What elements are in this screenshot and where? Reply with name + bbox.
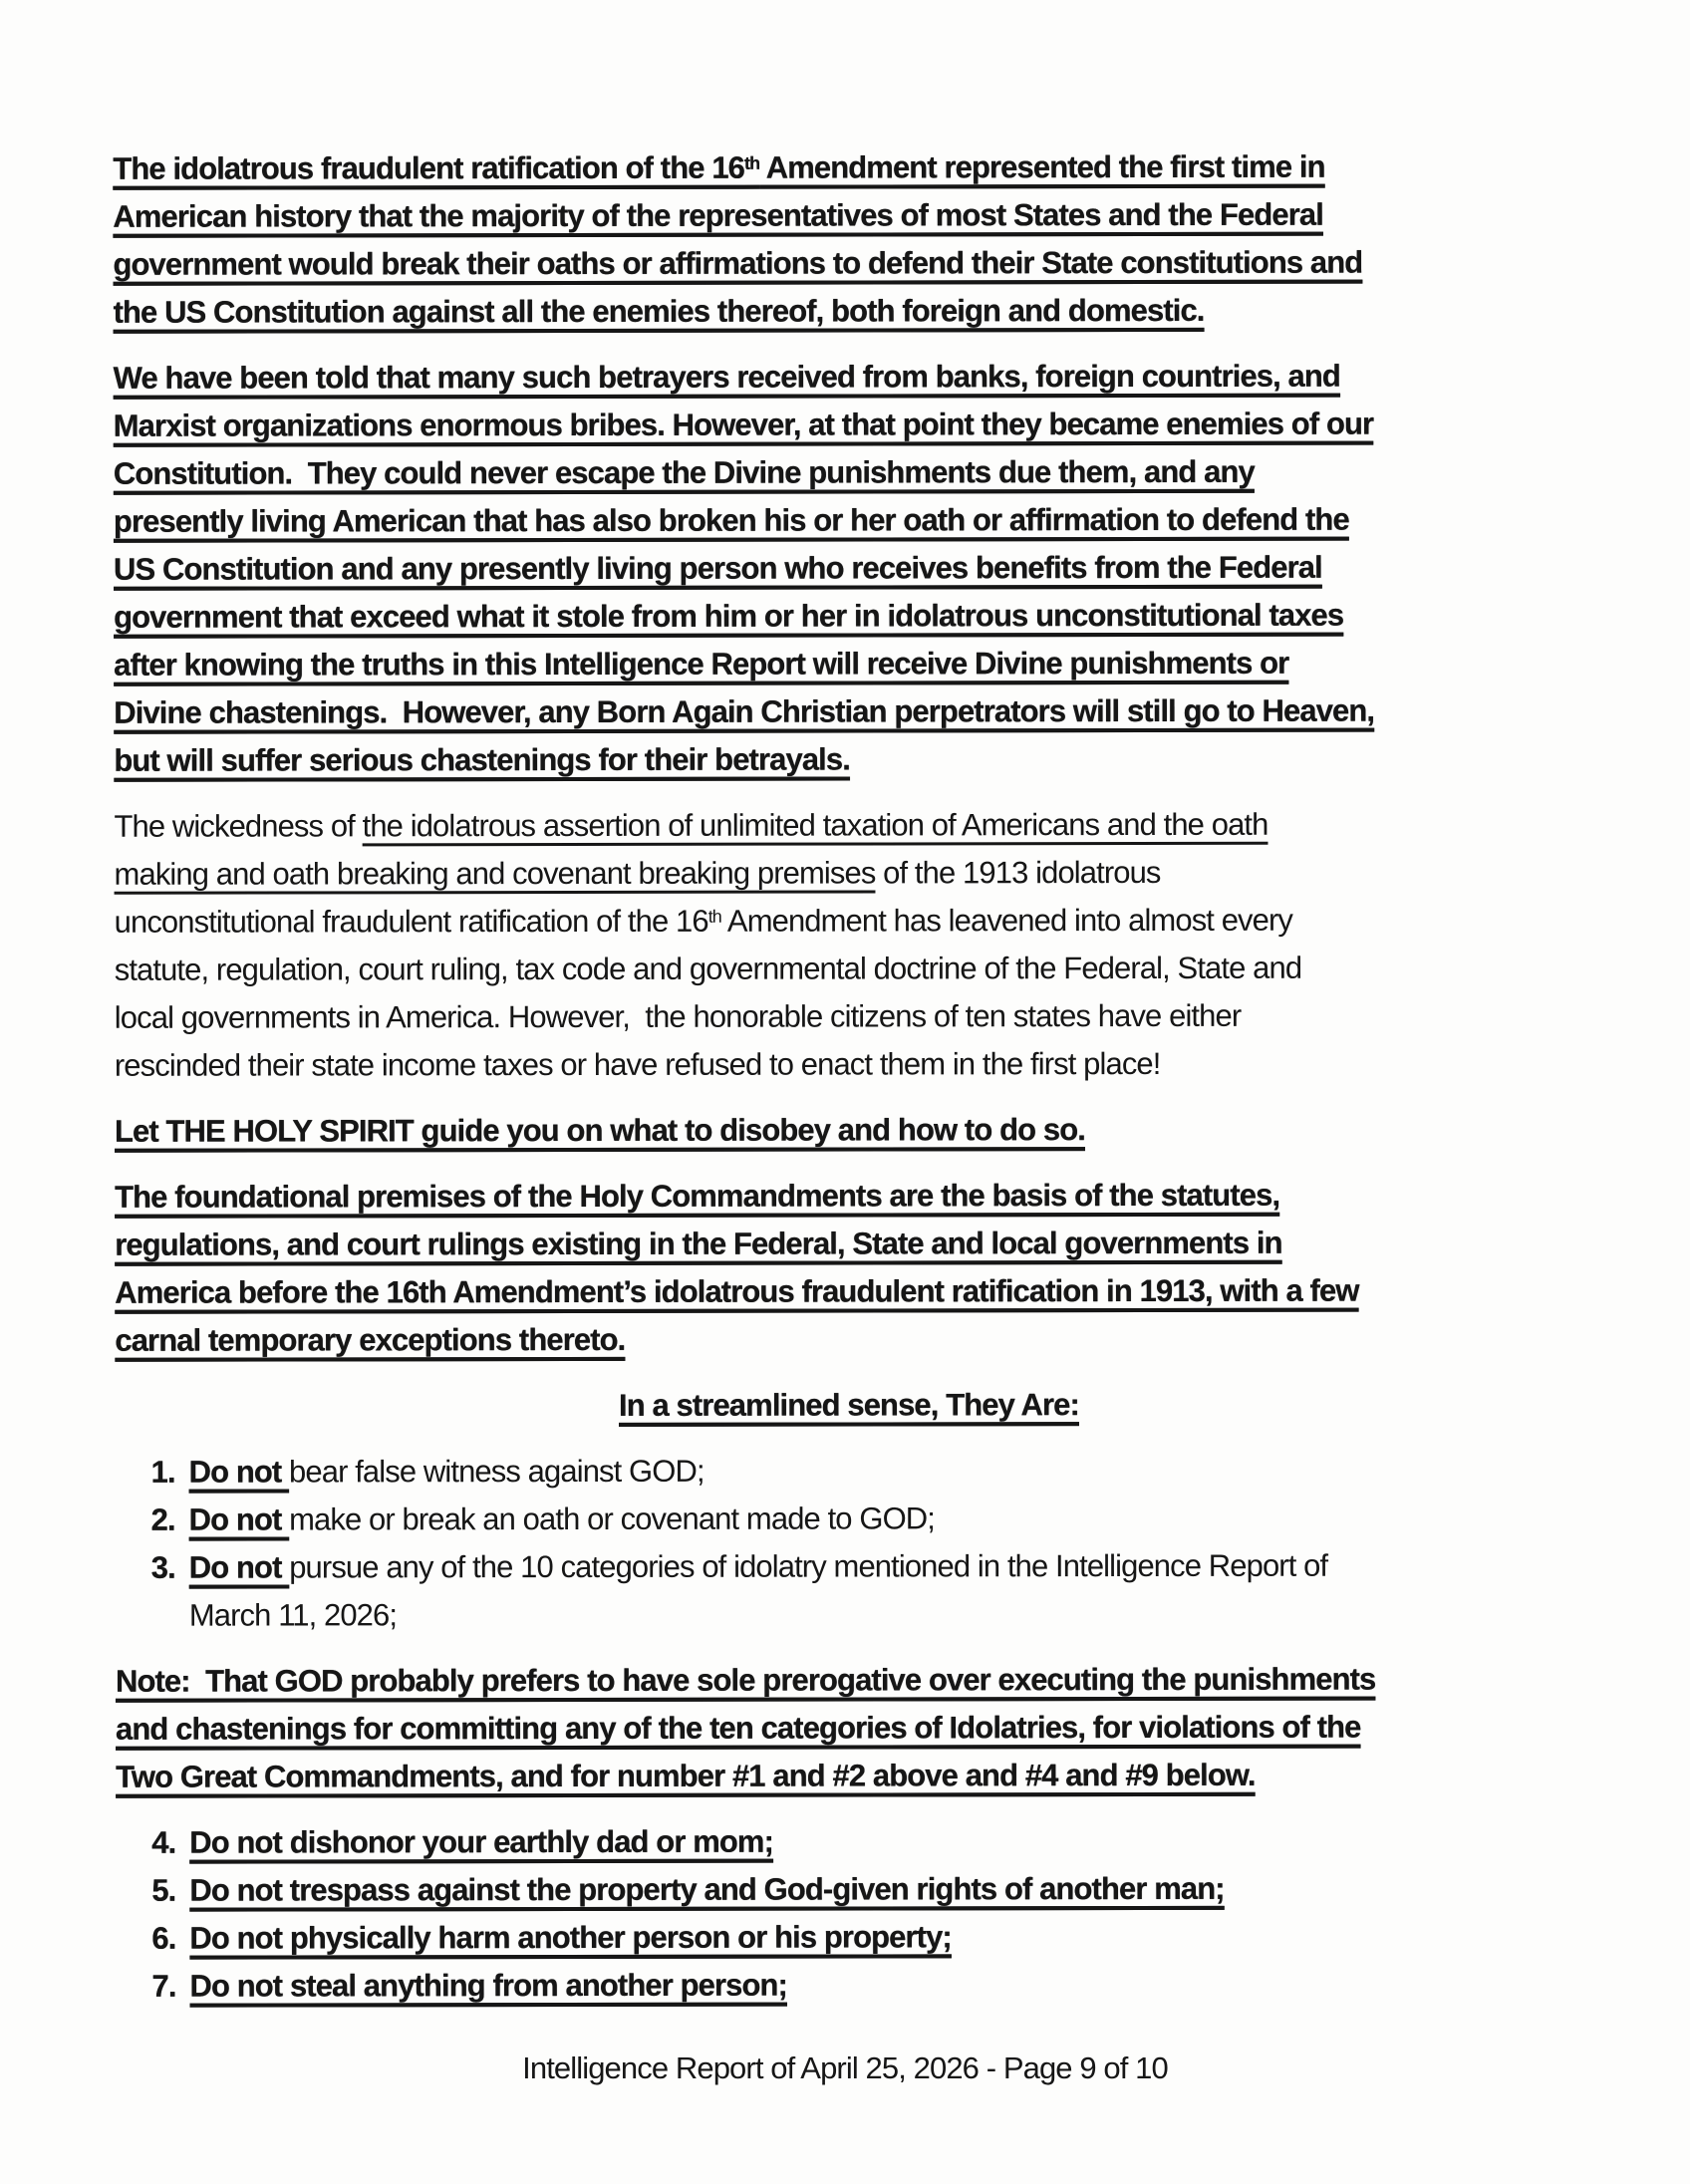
text-segment: Do not dishonor your earthly dad or mom; [189,1823,774,1860]
text-segment: bear false witness against GOD; [289,1453,704,1490]
text-segment: In a streamlined sense, They Are: [618,1387,1079,1423]
superscript-text: th [707,906,721,927]
text-segment: Do not [188,1549,290,1585]
text-segment: making and oath breaking and covenant breaking premises [114,855,876,892]
text-segment: the idolatrous assertion of unlimited taxation of Americans and the oath [362,806,1268,844]
paragraph-holy-spirit-guide [115,1105,1582,1156]
list-item-text [189,1816,1583,1866]
list-number: 4. [151,1824,176,1860]
text-line [115,1171,1582,1222]
text-line [189,1864,1583,1914]
text-line [189,1960,1583,2010]
list-item [151,1541,1583,1640]
text-segment: Let THE HOLY SPIRIT guide you on what to disobey and how to do so. [114,1112,1085,1149]
text-segment: the US Constitution against all the enemies thereof, both foreign and domestic. [113,292,1205,330]
list-item [151,1494,1583,1544]
commandments-list-4-7 [116,1816,1583,2011]
text-segment: Do not [188,1454,290,1490]
text-segment: The wickedness of [114,808,363,844]
text-segment: local governments in America. However, the honorable citizens of ten states have either [114,997,1242,1035]
page-footer: Intelligence Report of April 25, 2026 - Page 9 of 10 [522,2050,1168,2085]
list-number: 6. [151,1920,176,1956]
text-line [116,1703,1583,1754]
text-line [115,1314,1582,1365]
text-segment: after knowing the truths in this Intelligence Report will receive Divine punishments or [114,645,1289,682]
text-line [114,447,1581,498]
text-line [113,142,1580,193]
text-segment: The idolatrous fraudulent ratification of the 16 [113,149,745,186]
list-item [151,1446,1583,1497]
text-line [113,190,1580,241]
text-segment: Constitution. They could never escape the Divine punishments due them, and any [113,453,1255,491]
text-line [115,1380,1582,1431]
text-segment: Amendment represented the first time in [759,148,1325,185]
text-segment: Amendment has leavened into almost every [720,902,1293,939]
list-item [151,1912,1583,1963]
text-line [114,686,1581,737]
list-item [151,1816,1583,1867]
text-line [114,495,1581,546]
text-line [114,800,1581,851]
list-item-text [189,1446,1583,1496]
text-segment: Divine chastenings. However, any Born Again Christian perpetrators will still go to Heaven, [114,692,1375,730]
list-number: 5. [151,1872,176,1908]
text-segment: March 11, 2026; [188,1597,398,1633]
text-segment: pursue any of the 10 categories of idolatry mentioned in the Intelligence Report of [289,1547,1328,1585]
superscript-text: th [743,152,760,173]
text-segment: Do not steal anything from another person; [189,1967,787,2004]
text-line [189,1446,1583,1496]
text-line [115,896,1582,947]
text-line [115,1266,1582,1317]
text-line [115,1105,1582,1156]
list-number: 3. [150,1549,175,1585]
list-item-text [189,1912,1583,1962]
text-segment: regulations, and court rulings existing in the Federal, State and local governments in [115,1225,1282,1262]
text-segment: statute, regulation, court ruling, tax code and governmental doctrine of the Federal, State and [114,950,1302,987]
text-segment: make or break an oath or covenant made to GOD; [289,1501,936,1537]
text-segment: The foundational premises of the Holy Commandments are the basis of the statutes, [115,1177,1280,1215]
text-segment: Two Great Commandments, and for number #1 and #2 above and #4 and #9 below. [116,1757,1256,1794]
text-segment: presently living American that has also broken his or her oath or affirmation to defend the [113,501,1349,539]
text-line [116,1751,1583,1801]
list-item [151,1864,1583,1915]
list-number: 7. [151,1968,176,2004]
text-segment: Note: That GOD probably prefers to have sole prerogative over executing the punishments [115,1661,1376,1699]
list-item-text [189,1864,1583,1914]
text-segment: government that exceed what it stole from him or her in idolatrous unconstitutional taxes [114,597,1344,635]
text-line [114,639,1581,689]
text-line [115,991,1582,1042]
text-segment: rescinded their state income taxes or have refused to enact them in the first place! [114,1045,1161,1083]
text-line [115,944,1582,994]
commandments-list-1-3 [116,1446,1583,1640]
text-segment: Do not [188,1502,290,1537]
text-line [189,1589,1583,1639]
text-line [114,400,1581,450]
text-segment: unconstitutional fraudulent ratification of the 16 [114,903,708,940]
text-segment: America before the 16th Amendment’s idolatrous fraudulent ratification in 1913, with a few [115,1272,1359,1310]
text-line [116,1655,1583,1706]
text-line [189,1494,1583,1543]
text-segment: carnal temporary exceptions thereto. [115,1321,626,1358]
text-segment: of the 1913 idolatrous [875,854,1161,891]
text-line [114,591,1581,642]
paragraph-ratification-first-time [113,142,1580,337]
text-segment: We have been told that many such betrayers received from banks, foreign countries, and [113,358,1340,396]
text-segment: US Constitution and any presently living person who receives benefits from the Federal [113,549,1322,587]
text-segment: government would break their oaths or affirmations to defend their State constitutions and [113,244,1363,282]
text-segment: and chastenings for committing any of the ten categories of Idolatries, for violations of the [115,1709,1361,1747]
list-number: 1. [150,1454,175,1490]
paragraph-wickedness-leavened [114,800,1582,1090]
text-line [189,1541,1583,1591]
text-segment: but will suffer serious chastenings for their betrayals. [114,741,850,778]
text-segment: American history that the majority of the representatives of most States and the Federal [113,196,1323,234]
text-line [189,1816,1583,1866]
text-segment: Marxist organizations enormous bribes. However, at that point they became enemies of our [113,406,1374,443]
text-line [114,734,1581,785]
text-line [114,286,1581,337]
heading-streamlined-sense [115,1380,1582,1431]
list-item-text [189,1960,1583,2010]
list-item [151,1960,1583,2011]
text-segment: Do not physically harm another person or his property; [189,1919,952,1956]
text-segment: Do not trespass against the property and God-given rights of another man; [189,1870,1225,1908]
text-line [115,1219,1582,1269]
paragraph-note-god-prerogative [116,1655,1583,1801]
paragraph-foundational-premises [115,1171,1582,1365]
text-line [115,1039,1582,1090]
list-item-text [189,1541,1583,1639]
text-line [113,238,1580,289]
text-line [189,1912,1583,1962]
list-item-text [189,1494,1583,1543]
paragraph-betrayers-bribes [114,352,1582,785]
text-line [114,352,1581,403]
list-number: 2. [150,1502,175,1537]
text-line [114,848,1581,899]
text-line [114,543,1581,594]
